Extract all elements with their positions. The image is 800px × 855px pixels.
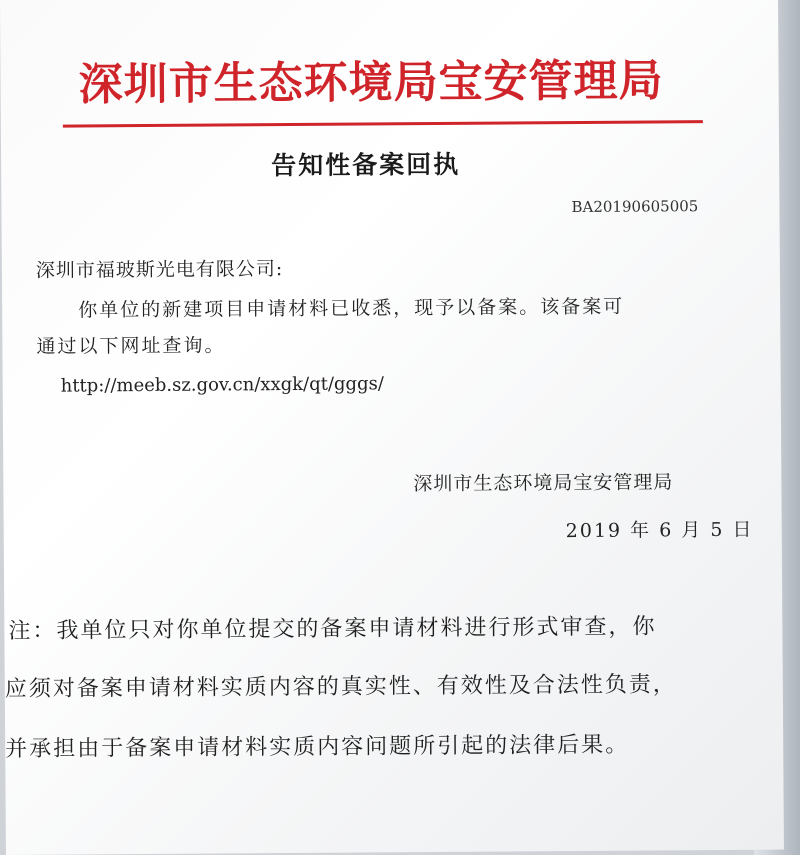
issue-date: 2019 年 6 月 5 日 — [565, 518, 754, 543]
lookup-url: http://meeb.sz.gov.cn/xxgk/qt/gggs/ — [60, 373, 384, 397]
reference-number: BA20190605005 — [571, 197, 699, 217]
header-rule — [63, 120, 703, 127]
addressee: 深圳市福玻斯光电有限公司: — [35, 258, 284, 282]
document-title: 告知性备案回执 — [271, 149, 461, 181]
issuer-name: 深圳市生态环境局宝安管理局 — [413, 471, 674, 496]
agency-header: 深圳市生态环境局宝安管理局 — [78, 55, 664, 111]
note-line: 注：我单位只对你单位提交的备案申请材料进行形式审查，你 — [8, 614, 657, 644]
note-line: 并承担由于备案申请材料实质内容问题所引起的法律后果。 — [5, 732, 630, 762]
note-line: 应须对备案申请材料实质内容的真实性、有效性及合法性负责， — [4, 672, 677, 702]
body-line: 你单位的新建项目申请材料已收悉，现予以备案。该备案可 — [78, 295, 625, 322]
body-line: 通过以下网址查询。 — [36, 334, 226, 358]
